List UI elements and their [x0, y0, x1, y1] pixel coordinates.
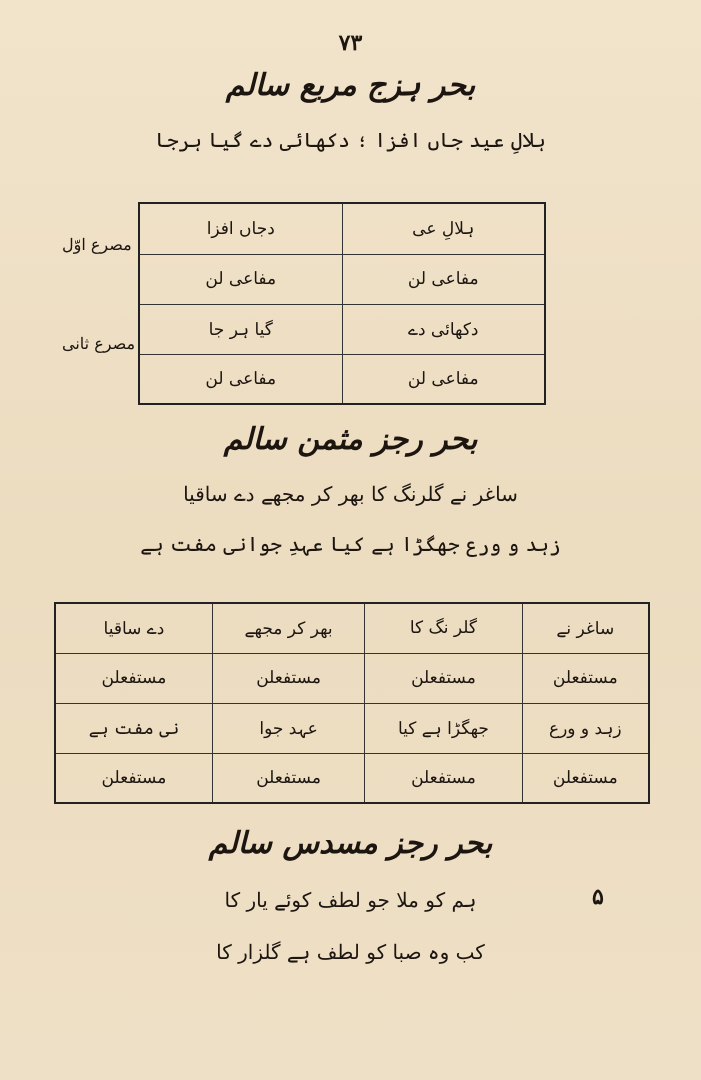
table-cell: دکھائی دے [342, 304, 545, 354]
table-row [139, 354, 545, 404]
hemistich-label-second: مصرع ثانی [62, 334, 136, 353]
section-3-heading: بحر رجز مسدس سالم [208, 826, 493, 861]
section-1-scansion-table [138, 202, 546, 405]
verse-number: ۵ [592, 884, 604, 910]
table-cell: گیا ہر جا [139, 304, 342, 354]
table-cell: مستفعلن [365, 753, 522, 803]
table-row [55, 703, 649, 753]
table-cell: مستفعلن [522, 753, 649, 803]
section-2-verse-1: ساغر نے گلرنگ کا بھر کر مجھے دے ساقیا [183, 482, 518, 506]
table-cell: گلر نگ کا [365, 603, 522, 653]
table-cell: مستفعلن [365, 653, 522, 703]
table-cell: مستفعلن [55, 653, 212, 703]
table-row [139, 304, 545, 354]
table-cell: مفاعی لن [342, 254, 545, 304]
table-cell: مستفعلن [212, 753, 364, 803]
section-2-verse-2: زہد و ورع جھگڑا ہے کیا عہدِ جوانی مفت ہے [140, 532, 561, 556]
page-number: ۷۳ [338, 30, 363, 56]
hemistich-label-first: مصرع اوّل [62, 235, 132, 254]
table-cell: زہد و ورع [522, 703, 649, 753]
table-cell: عہد جوا [212, 703, 364, 753]
section-1-heading: بحر ہزج مربع سالم [225, 68, 476, 103]
section-3-verse-2: کب وہ صبا کو لطف ہے گلزار کا [216, 940, 485, 964]
table-row [55, 603, 649, 653]
section-1-verse: ہلالِ عید جاں افزا ؛ دکھائی دے گیا ہرجا [155, 128, 546, 152]
table-cell: جھگڑا ہے کیا [365, 703, 522, 753]
section-2-scansion-table [54, 602, 650, 804]
table-row [55, 653, 649, 703]
table-cell: بھر کر مجھے [212, 603, 364, 653]
table-cell: نی مفت ہے [55, 703, 212, 753]
table-row [55, 753, 649, 803]
section-2-heading: بحر رجز مثمن سالم [223, 422, 478, 457]
table-row [139, 203, 545, 254]
table-row [139, 254, 545, 304]
table-cell: ساغر نے [522, 603, 649, 653]
table-cell: مستفعلن [212, 653, 364, 703]
table-cell: مستفعلن [522, 653, 649, 703]
table-cell: دجاں افزا [139, 203, 342, 254]
table-cell: دے ساقیا [55, 603, 212, 653]
section-3-verse-1: ہم کو ملا جو لطف کوئے یار کا [224, 888, 477, 912]
table-cell: مستفعلن [55, 753, 212, 803]
table-cell: مفاعی لن [139, 354, 342, 404]
table-cell: مفاعی لن [342, 354, 545, 404]
table-cell: ہلالِ عی [342, 203, 545, 254]
table-cell: مفاعی لن [139, 254, 342, 304]
